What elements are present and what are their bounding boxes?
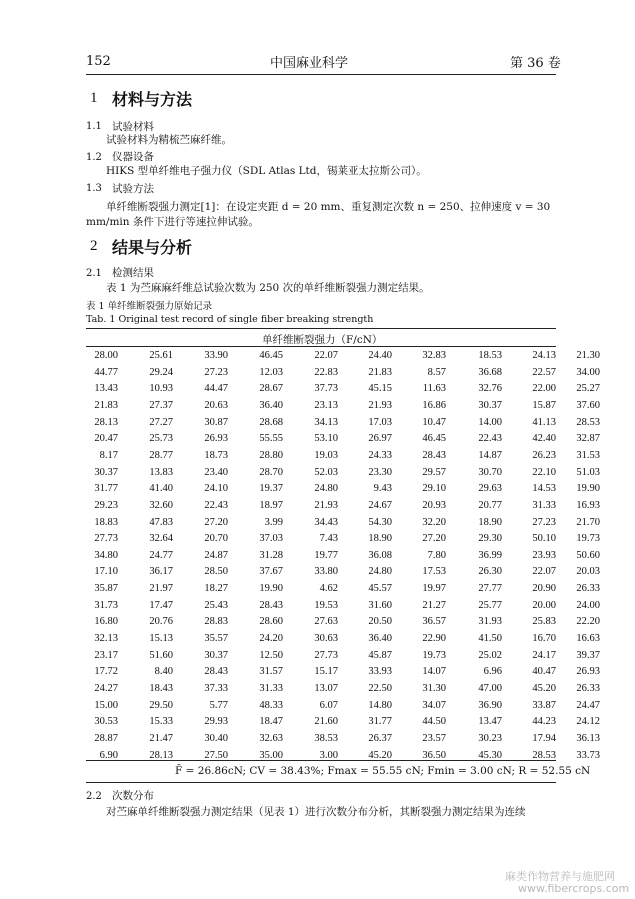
table-cell: 8.57: [427, 366, 446, 378]
table-cell: 33.90: [204, 350, 228, 361]
table-cell: 25.61: [149, 350, 173, 361]
paragraph: HIKS 型单纤维电子强力仪（SDL Atlas Ltd，锡莱亚太拉斯公司）。: [106, 165, 427, 177]
table-cell: 37.73: [314, 383, 338, 395]
table-cell: 20.70: [204, 533, 228, 545]
table-cell: 28.83: [204, 616, 228, 628]
table-cell: 29.63: [478, 483, 502, 495]
subsection-title: 检测结果: [112, 267, 154, 279]
table-cell: 28.68: [259, 416, 283, 428]
table-cell: 28.77: [149, 449, 173, 461]
table-cell: 31.33: [532, 499, 556, 511]
table-cell: 20.00: [532, 599, 556, 611]
table-cell: 19.53: [314, 599, 338, 611]
table-cell: 27.77: [478, 583, 502, 595]
paragraph: 试验材料为精梳苎麻纤维。: [106, 134, 232, 146]
section-title: 材料与方法: [112, 90, 193, 109]
table-summary-rule: [86, 760, 556, 761]
table-cell: 31.60: [368, 599, 392, 611]
subsection-title: 试验方法: [112, 183, 154, 195]
table-cell: 3.99: [264, 516, 283, 528]
table-cell: 17.72: [94, 666, 118, 678]
table-cell: 24.27: [94, 683, 118, 694]
subsection-number: 1.1: [86, 121, 102, 132]
table-header-rule: [86, 346, 556, 347]
volume-label: 第 36 卷: [510, 56, 561, 71]
table-cell: 17.94: [532, 732, 556, 744]
table-top-rule: [86, 328, 556, 329]
table-cell: 17.10: [94, 566, 118, 578]
table-cell: 36.08: [368, 549, 392, 561]
table-cell: 52.03: [314, 466, 338, 478]
table-cell: 22.00: [532, 383, 556, 395]
table-cell: 28.43: [259, 599, 283, 611]
table-cell: 22.57: [532, 366, 556, 378]
table-cell: 42.40: [532, 433, 556, 445]
table-cell: 29.50: [149, 699, 173, 711]
table-cell: 14.53: [532, 483, 556, 495]
table-cell: 9.43: [373, 483, 392, 495]
table-cell: 19.90: [259, 583, 283, 595]
table-cell: 29.23: [94, 499, 118, 511]
table-cell: 36.90: [478, 699, 502, 711]
table-cell: 30.70: [478, 466, 502, 478]
table-cell: 12.03: [259, 366, 283, 378]
table-cell: 45.20: [532, 683, 556, 694]
subsection-number: 2.1: [86, 268, 102, 279]
table-cell: 30.40: [204, 732, 228, 744]
table-cell: 24.13: [532, 350, 556, 361]
table-cell: 24.17: [532, 649, 556, 661]
table-cell: 36.68: [478, 366, 502, 378]
table-cell: 33.73: [576, 749, 600, 761]
subsection-number: 2.2: [86, 791, 102, 802]
table-cell: 26.37: [368, 732, 392, 744]
table-cell: 28.60: [259, 616, 283, 628]
table-cell: 32.87: [576, 433, 600, 445]
table-cell: 24.20: [259, 633, 283, 645]
subsection-title: 试验材料: [112, 121, 154, 133]
table-cell: 8.40: [154, 666, 173, 678]
table-cell: 26.33: [576, 683, 600, 694]
table-cell: 27.27: [149, 416, 173, 428]
table-cell: 34.80: [94, 549, 118, 561]
table-cell: 15.17: [314, 666, 338, 678]
table-cell: 51.03: [576, 466, 600, 478]
table-cell: 53.10: [314, 433, 338, 445]
table-cell: 20.77: [478, 499, 502, 511]
table-cell: 26.33: [576, 583, 600, 595]
table-cell: 25.73: [149, 433, 173, 445]
table-cell: 28.13: [149, 749, 173, 761]
table-cell: 37.60: [576, 399, 600, 411]
table-cell: 19.73: [576, 533, 600, 545]
table-cell: 35.87: [94, 583, 118, 595]
table-cell: 23.57: [422, 732, 446, 744]
paragraph: 对苎麻单纤维断裂强力测定结果（见表 1）进行次数分布分析，其断裂强力测定结果为连续: [106, 806, 526, 818]
table-cell: 23.13: [314, 399, 338, 411]
table-cell: 20.90: [532, 583, 556, 595]
table-cell: 19.90: [576, 483, 600, 495]
table-cell: 41.13: [532, 416, 556, 428]
table-cell: 27.37: [149, 399, 173, 411]
table-cell: 16.70: [532, 633, 556, 645]
table-cell: 28.00: [94, 350, 118, 361]
table-cell: 32.76: [478, 383, 502, 395]
table-cell: 22.10: [532, 466, 556, 478]
table-cell: 27.20: [204, 516, 228, 528]
table-cell: 15.13: [149, 633, 173, 645]
table-cell: 30.37: [478, 399, 502, 411]
table-cell: 16.80: [94, 616, 118, 628]
table-cell: 46.45: [422, 433, 446, 445]
table-cell: 25.02: [478, 649, 502, 661]
table-cell: 17.53: [422, 566, 446, 578]
table-cell: 31.28: [259, 549, 283, 561]
table-cell: 30.87: [204, 416, 228, 428]
table-cell: 20.47: [94, 433, 118, 445]
table-cell: 44.23: [532, 716, 556, 728]
header-rule: [86, 74, 556, 75]
table-cell: 29.30: [478, 533, 502, 545]
table-cell: 45.57: [368, 583, 392, 595]
table-cell: 18.73: [204, 449, 228, 461]
table-cell: 28.53: [576, 416, 600, 428]
table-cell: 22.50: [368, 683, 392, 694]
table-cell: 36.40: [259, 399, 283, 411]
table-cell: 22.83: [314, 366, 338, 378]
table-cell: 15.33: [149, 716, 173, 728]
table-cell: 33.93: [368, 666, 392, 678]
table-bottom-rule: [86, 782, 556, 783]
table-cell: 28.43: [204, 666, 228, 678]
table-summary: F̄ = 26.86cN; CV = 38.43%; Fmax = 55.55 cN; Fmin = 3.00 cN; R = 52.55 cN: [175, 765, 591, 777]
table-cell: 6.90: [99, 749, 118, 761]
table-cell: 3.00: [319, 749, 338, 761]
table-cell: 21.60: [314, 716, 338, 728]
table-cell: 25.27: [576, 383, 600, 395]
table-cell: 5.77: [209, 699, 228, 711]
table-cell: 31.73: [94, 599, 118, 611]
table-cell: 37.67: [259, 566, 283, 578]
table-cell: 19.97: [422, 583, 446, 595]
table-cell: 21.93: [314, 499, 338, 511]
table-cell: 13.47: [478, 716, 502, 728]
table-cell: 32.64: [149, 533, 173, 545]
subsection-title: 次数分布: [112, 790, 154, 802]
table-cell: 18.27: [204, 583, 228, 595]
section-number: 2: [90, 238, 98, 254]
table-cell: 33.80: [314, 566, 338, 578]
table-cell: 45.20: [368, 749, 392, 761]
table-cell: 38.53: [314, 732, 338, 744]
table-cell: 22.43: [478, 433, 502, 445]
subsection-number: 1.3: [86, 183, 102, 194]
table-cell: 27.23: [204, 366, 228, 378]
table-cell: 26.97: [368, 433, 392, 445]
table-cell: 22.43: [204, 499, 228, 511]
journal-title: 中国麻业科学: [270, 56, 349, 71]
table-cell: 37.03: [259, 533, 283, 545]
table-cell: 25.83: [532, 616, 556, 628]
table-cell: 24.67: [368, 499, 392, 511]
table-cell: 18.97: [259, 499, 283, 511]
table-cell: 24.47: [576, 699, 600, 711]
table-cell: 45.15: [368, 383, 392, 395]
watermark-url: www.fibercrops.com: [518, 882, 630, 895]
table-cell: 30.53: [94, 716, 118, 728]
table-cell: 31.77: [94, 483, 118, 495]
table-cell: 28.43: [422, 449, 446, 461]
table-cell: 24.33: [368, 449, 392, 461]
table-cell: 18.90: [368, 533, 392, 545]
table-cell: 44.77: [94, 366, 118, 378]
table-cell: 18.90: [478, 516, 502, 528]
table-cell: 30.23: [478, 732, 502, 744]
table-cell: 10.47: [422, 416, 446, 428]
table-cell: 21.30: [576, 350, 600, 361]
table-cell: 24.80: [368, 566, 392, 578]
paragraph: 表 1 为苎麻麻纤维总试验次数为 250 次的单纤维断裂强力测定结果。: [106, 282, 430, 294]
table-cell: 6.07: [319, 699, 338, 711]
table-cell: 20.93: [422, 499, 446, 511]
table-cell: 28.87: [94, 732, 118, 744]
table-cell: 21.93: [368, 399, 392, 411]
table-cell: 51.60: [149, 649, 173, 661]
table-cell: 22.07: [314, 350, 338, 361]
table-column-header: 单纤维断裂强力（F/cN）: [262, 334, 383, 346]
table-cell: 21.83: [368, 366, 392, 378]
table-cell: 32.13: [94, 633, 118, 645]
table-cell: 24.40: [368, 350, 392, 361]
table-cell: 18.83: [94, 516, 118, 528]
table-cell: 44.47: [204, 383, 228, 395]
watermark-cn: 麻类作物营养与施肥网: [505, 870, 615, 883]
table-cell: 23.17: [94, 649, 118, 661]
table-cell: 50.60: [576, 549, 600, 561]
subsection-number: 1.2: [86, 152, 102, 163]
table-cell: 45.87: [368, 649, 392, 661]
table-cell: 21.47: [149, 732, 173, 744]
table-cell: 36.99: [478, 549, 502, 561]
table-cell: 26.93: [204, 433, 228, 445]
table-cell: 27.63: [314, 616, 338, 628]
table-cell: 24.77: [149, 549, 173, 561]
table-cell: 41.50: [478, 633, 502, 645]
table-cell: 31.57: [259, 666, 283, 678]
paragraph: 单纤维断裂强力测定[1]：在设定夹距 d = 20 mm、重复测定次数 n = 250、拉伸速度 v = 30: [106, 201, 551, 213]
table-cell: 23.40: [204, 466, 228, 478]
table-cell: 25.77: [478, 599, 502, 611]
table-cell: 36.57: [422, 616, 446, 628]
table-cell: 47.83: [149, 516, 173, 528]
table-cell: 28.67: [259, 383, 283, 395]
table-cell: 14.80: [368, 699, 392, 711]
table-cell: 12.50: [259, 649, 283, 661]
table-cell: 34.13: [314, 416, 338, 428]
section-number: 1: [90, 90, 98, 106]
table-cell: 29.57: [422, 466, 446, 478]
table-cell: 54.30: [368, 516, 392, 528]
table-cell: 13.43: [94, 383, 118, 395]
table-cell: 24.87: [204, 549, 228, 561]
table-cell: 20.03: [576, 566, 600, 578]
table-cell: 16.63: [576, 633, 600, 645]
table-cell: 18.47: [259, 716, 283, 728]
table-cell: 36.50: [422, 749, 446, 761]
table-cell: 14.07: [422, 666, 446, 678]
table-cell: 21.27: [422, 599, 446, 611]
table-cell: 35.00: [259, 749, 283, 761]
table-cell: 46.45: [259, 350, 283, 361]
table-cell: 33.87: [532, 699, 556, 711]
table-cell: 17.47: [149, 599, 173, 611]
table-cell: 27.20: [422, 533, 446, 545]
table-cell: 16.93: [576, 499, 600, 511]
table-cell: 34.07: [422, 699, 446, 711]
table-cell: 32.60: [149, 499, 173, 511]
table-cell: 36.13: [576, 732, 600, 744]
table-cell: 28.50: [204, 566, 228, 578]
table-cell: 23.93: [532, 549, 556, 561]
table-cell: 29.24: [149, 366, 173, 378]
table-cell: 36.40: [368, 633, 392, 645]
table-cell: 21.97: [149, 583, 173, 595]
table-cell: 26.93: [576, 666, 600, 678]
table-cell: 32.83: [422, 350, 446, 361]
page-number: 152: [86, 54, 111, 69]
table-cell: 40.47: [532, 666, 556, 678]
table-cell: 30.37: [94, 466, 118, 478]
table-cell: 41.40: [149, 483, 173, 495]
table-cell: 19.73: [422, 649, 446, 661]
table-cell: 21.70: [576, 516, 600, 528]
table-cell: 13.83: [149, 466, 173, 478]
table-cell: 20.63: [204, 399, 228, 411]
subsection-title: 仪器设备: [112, 151, 154, 163]
table-caption-en: Tab. 1 Original test record of single fiber breaking strength: [86, 314, 374, 325]
table-cell: 11.63: [422, 383, 446, 395]
table-cell: 50.10: [532, 533, 556, 545]
table-cell: 7.80: [427, 549, 446, 561]
table-cell: 22.07: [532, 566, 556, 578]
paragraph: mm/min 条件下进行等速拉伸试验。: [86, 216, 259, 228]
table-cell: 23.30: [368, 466, 392, 478]
table-cell: 27.23: [532, 516, 556, 528]
table-cell: 35.57: [204, 633, 228, 645]
table-cell: 27.73: [314, 649, 338, 661]
table-cell: 8.17: [99, 449, 118, 461]
table-cell: 16.86: [422, 399, 446, 411]
table-cell: 4.62: [319, 583, 338, 595]
table-cell: 32.20: [422, 516, 446, 528]
table-cell: 28.70: [259, 466, 283, 478]
table-cell: 17.03: [368, 416, 392, 428]
table-cell: 6.96: [483, 666, 502, 678]
table-cell: 20.50: [368, 616, 392, 628]
table-cell: 30.63: [314, 633, 338, 645]
table-cell: 29.10: [422, 483, 446, 495]
table-cell: 19.03: [314, 449, 338, 461]
table-cell: 37.33: [204, 683, 228, 694]
table-cell: 24.10: [204, 483, 228, 495]
table-cell: 31.93: [478, 616, 502, 628]
section-title: 结果与分析: [112, 238, 193, 257]
table-cell: 28.13: [94, 416, 118, 428]
table-cell: 28.53: [532, 749, 556, 761]
table-cell: 45.30: [478, 749, 502, 761]
table-cell: 7.43: [319, 533, 338, 545]
table-cell: 48.33: [259, 699, 283, 711]
table-cell: 18.53: [478, 350, 502, 361]
table-cell: 22.90: [422, 633, 446, 645]
table-cell: 25.43: [204, 599, 228, 611]
table-cell: 26.23: [532, 449, 556, 461]
table-cell: 27.50: [204, 749, 228, 761]
table-cell: 31.77: [368, 716, 392, 728]
table-cell: 24.80: [314, 483, 338, 495]
table-cell: 31.30: [422, 683, 446, 694]
table-cell: 31.53: [576, 449, 600, 461]
table-cell: 10.93: [149, 383, 173, 395]
table-cell: 14.87: [478, 449, 502, 461]
table-cell: 32.63: [259, 732, 283, 744]
table-cell: 39.37: [576, 649, 600, 661]
table-cell: 24.00: [576, 599, 600, 611]
table-cell: 20.76: [149, 616, 173, 628]
table-cell: 26.30: [478, 566, 502, 578]
table-cell: 30.37: [204, 649, 228, 661]
table-cell: 55.55: [259, 433, 283, 445]
table-cell: 44.50: [422, 716, 446, 728]
table-cell: 34.43: [314, 516, 338, 528]
table-cell: 27.73: [94, 533, 118, 545]
table-cell: 29.93: [204, 716, 228, 728]
table-cell: 24.12: [576, 716, 600, 728]
table-cell: 47.00: [478, 683, 502, 694]
table-cell: 21.83: [94, 399, 118, 411]
table-cell: 36.17: [149, 566, 173, 578]
table-cell: 28.80: [259, 449, 283, 461]
table-cell: 18.43: [149, 683, 173, 694]
table-cell: 13.07: [314, 683, 338, 694]
table-cell: 15.87: [532, 399, 556, 411]
table-cell: 22.20: [576, 616, 600, 628]
table-cell: 31.33: [259, 683, 283, 694]
table-cell: 19.77: [314, 549, 338, 561]
table-cell: 19.37: [259, 483, 283, 495]
table-cell: 34.00: [576, 366, 600, 378]
table-caption-cn: 表 1 单纤维断裂强力原始记录: [86, 301, 213, 312]
table-cell: 14.00: [478, 416, 502, 428]
table-cell: 15.00: [94, 699, 118, 711]
